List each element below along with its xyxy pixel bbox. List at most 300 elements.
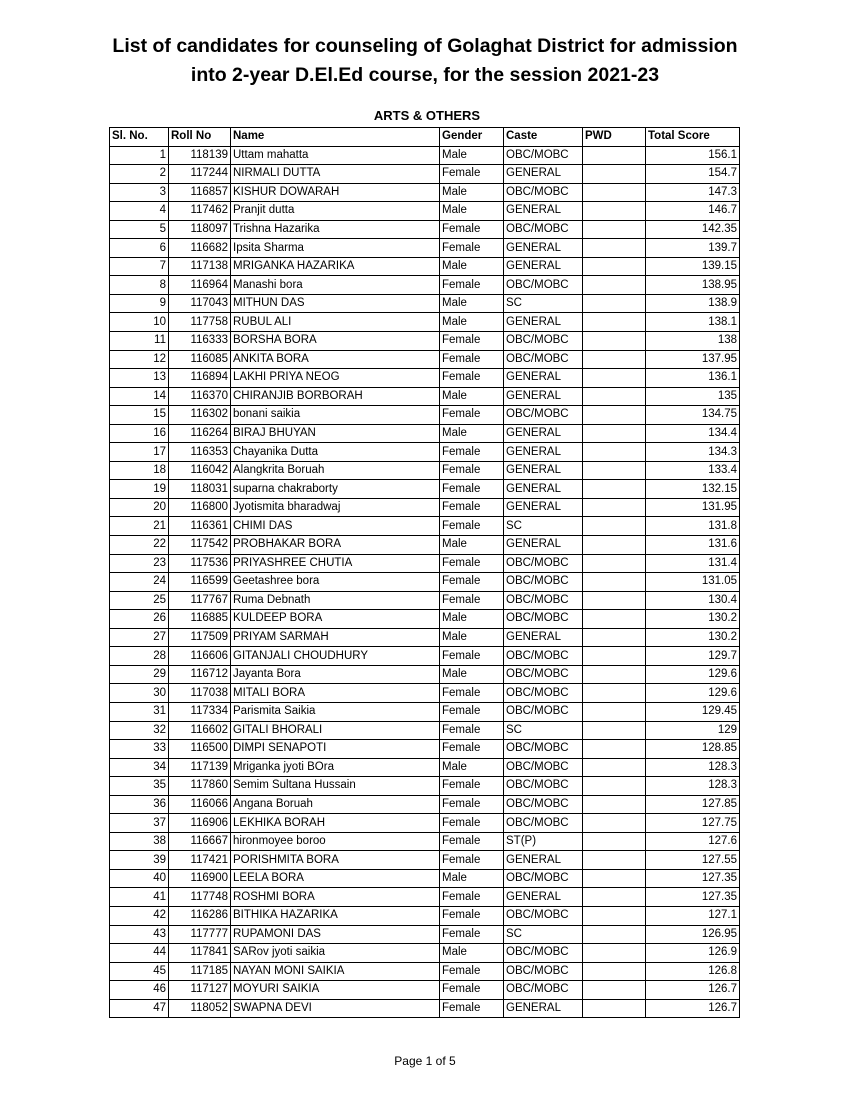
cell-name: Jayanta Bora <box>231 665 440 684</box>
cell-roll-no: 116667 <box>169 832 231 851</box>
cell-gender: Male <box>440 146 504 165</box>
table-row <box>110 647 740 666</box>
cell-pwd <box>583 461 646 480</box>
cell-gender: Female <box>440 740 504 759</box>
header-roll-no: Roll No <box>169 128 231 147</box>
table-row <box>110 944 740 963</box>
cell-caste: GENERAL <box>504 313 583 332</box>
cell-total-score: 127.85 <box>646 795 740 814</box>
cell-roll-no: 116800 <box>169 498 231 517</box>
cell-roll-no: 117185 <box>169 962 231 981</box>
cell-pwd <box>583 573 646 592</box>
cell-total-score: 138.95 <box>646 276 740 295</box>
cell-caste: OBC/MOBC <box>504 758 583 777</box>
cell-total-score: 138.9 <box>646 294 740 313</box>
cell-pwd <box>583 888 646 907</box>
cell-total-score: 127.55 <box>646 851 740 870</box>
cell-roll-no: 117509 <box>169 628 231 647</box>
cell-total-score: 127.35 <box>646 869 740 888</box>
table-row <box>110 498 740 517</box>
cell-pwd <box>583 610 646 629</box>
cell-gender: Male <box>440 424 504 443</box>
table-row <box>110 146 740 165</box>
cell-caste: OBC/MOBC <box>504 795 583 814</box>
table-row <box>110 536 740 555</box>
cell-name: PRIYAM SARMAH <box>231 628 440 647</box>
cell-pwd <box>583 536 646 555</box>
cell-total-score: 134.3 <box>646 443 740 462</box>
cell-total-score: 134.75 <box>646 406 740 425</box>
cell-gender: Male <box>440 758 504 777</box>
cell-total-score: 147.3 <box>646 183 740 202</box>
cell-gender: Female <box>440 814 504 833</box>
cell-caste: GENERAL <box>504 239 583 258</box>
cell-roll-no: 116042 <box>169 461 231 480</box>
header-total-score: Total Score <box>646 128 740 147</box>
table-row <box>110 313 740 332</box>
cell-roll-no: 117748 <box>169 888 231 907</box>
cell-pwd <box>583 795 646 814</box>
cell-caste: GENERAL <box>504 999 583 1018</box>
cell-sl-no: 9 <box>110 294 169 313</box>
table-body <box>110 146 740 1018</box>
cell-gender: Female <box>440 906 504 925</box>
cell-sl-no: 43 <box>110 925 169 944</box>
table-row <box>110 573 740 592</box>
cell-pwd <box>583 517 646 536</box>
table-row <box>110 443 740 462</box>
cell-gender: Female <box>440 517 504 536</box>
cell-gender: Female <box>440 777 504 796</box>
cell-total-score: 129.6 <box>646 684 740 703</box>
cell-pwd <box>583 925 646 944</box>
table-row <box>110 721 740 740</box>
cell-gender: Female <box>440 925 504 944</box>
cell-sl-no: 28 <box>110 647 169 666</box>
cell-name: Jyotismita bharadwaj <box>231 498 440 517</box>
cell-roll-no: 117462 <box>169 202 231 221</box>
cell-pwd <box>583 313 646 332</box>
cell-roll-no: 117043 <box>169 294 231 313</box>
cell-name: SWAPNA DEVI <box>231 999 440 1018</box>
cell-caste: OBC/MOBC <box>504 332 583 351</box>
cell-sl-no: 41 <box>110 888 169 907</box>
cell-roll-no: 116333 <box>169 332 231 351</box>
cell-caste: OBC/MOBC <box>504 591 583 610</box>
cell-caste: GENERAL <box>504 628 583 647</box>
cell-caste: OBC/MOBC <box>504 610 583 629</box>
cell-pwd <box>583 424 646 443</box>
cell-pwd <box>583 628 646 647</box>
cell-name: MITHUN DAS <box>231 294 440 313</box>
cell-roll-no: 116085 <box>169 350 231 369</box>
cell-name: NIRMALI DUTTA <box>231 165 440 184</box>
table-row <box>110 220 740 239</box>
cell-total-score: 136.1 <box>646 369 740 388</box>
cell-name: GITANJALI CHOUDHURY <box>231 647 440 666</box>
cell-name: PRIYASHREE CHUTIA <box>231 554 440 573</box>
cell-caste: GENERAL <box>504 424 583 443</box>
cell-caste: OBC/MOBC <box>504 981 583 1000</box>
cell-caste: GENERAL <box>504 387 583 406</box>
cell-pwd <box>583 257 646 276</box>
cell-pwd <box>583 869 646 888</box>
cell-name: Chayanika Dutta <box>231 443 440 462</box>
cell-pwd <box>583 944 646 963</box>
cell-name: Manashi bora <box>231 276 440 295</box>
cell-roll-no: 117334 <box>169 702 231 721</box>
cell-sl-no: 37 <box>110 814 169 833</box>
cell-roll-no: 117542 <box>169 536 231 555</box>
cell-roll-no: 116857 <box>169 183 231 202</box>
table-row <box>110 257 740 276</box>
cell-pwd <box>583 665 646 684</box>
cell-gender: Female <box>440 888 504 907</box>
header-gender: Gender <box>440 128 504 147</box>
cell-gender: Female <box>440 999 504 1018</box>
cell-total-score: 134.4 <box>646 424 740 443</box>
cell-name: Trishna Hazarika <box>231 220 440 239</box>
cell-gender: Female <box>440 647 504 666</box>
cell-total-score: 126.95 <box>646 925 740 944</box>
cell-caste: OBC/MOBC <box>504 814 583 833</box>
cell-pwd <box>583 851 646 870</box>
cell-gender: Female <box>440 832 504 851</box>
cell-caste: OBC/MOBC <box>504 906 583 925</box>
document-title-line-1: List of candidates for counseling of Golaghat District for admission <box>112 35 738 57</box>
cell-name: LEKHIKA BORAH <box>231 814 440 833</box>
cell-roll-no: 116370 <box>169 387 231 406</box>
cell-sl-no: 3 <box>110 183 169 202</box>
cell-roll-no: 117758 <box>169 313 231 332</box>
cell-roll-no: 118031 <box>169 480 231 499</box>
cell-name: Semim Sultana Hussain <box>231 777 440 796</box>
cell-caste: SC <box>504 517 583 536</box>
cell-pwd <box>583 443 646 462</box>
cell-gender: Female <box>440 591 504 610</box>
cell-gender: Female <box>440 573 504 592</box>
cell-roll-no: 117860 <box>169 777 231 796</box>
cell-caste: GENERAL <box>504 202 583 221</box>
cell-gender: Female <box>440 962 504 981</box>
cell-gender: Female <box>440 276 504 295</box>
cell-pwd <box>583 220 646 239</box>
cell-name: Parismita Saikia <box>231 702 440 721</box>
header-pwd: PWD <box>583 128 646 147</box>
cell-total-score: 126.8 <box>646 962 740 981</box>
cell-gender: Female <box>440 443 504 462</box>
cell-caste: OBC/MOBC <box>504 665 583 684</box>
cell-sl-no: 25 <box>110 591 169 610</box>
cell-pwd <box>583 146 646 165</box>
cell-total-score: 139.15 <box>646 257 740 276</box>
cell-sl-no: 21 <box>110 517 169 536</box>
cell-caste: OBC/MOBC <box>504 740 583 759</box>
cell-roll-no: 116885 <box>169 610 231 629</box>
cell-sl-no: 32 <box>110 721 169 740</box>
cell-roll-no: 116712 <box>169 665 231 684</box>
cell-caste: GENERAL <box>504 443 583 462</box>
header-caste: Caste <box>504 128 583 147</box>
cell-sl-no: 8 <box>110 276 169 295</box>
cell-sl-no: 20 <box>110 498 169 517</box>
cell-sl-no: 46 <box>110 981 169 1000</box>
cell-roll-no: 116066 <box>169 795 231 814</box>
table-row <box>110 406 740 425</box>
table-row <box>110 517 740 536</box>
cell-gender: Female <box>440 406 504 425</box>
cell-name: Alangkrita Boruah <box>231 461 440 480</box>
cell-pwd <box>583 981 646 1000</box>
cell-name: ANKITA BORA <box>231 350 440 369</box>
cell-total-score: 146.7 <box>646 202 740 221</box>
cell-roll-no: 117127 <box>169 981 231 1000</box>
cell-pwd <box>583 906 646 925</box>
cell-gender: Female <box>440 702 504 721</box>
cell-sl-no: 29 <box>110 665 169 684</box>
table-row <box>110 610 740 629</box>
cell-sl-no: 42 <box>110 906 169 925</box>
cell-name: MITALI BORA <box>231 684 440 703</box>
cell-roll-no: 116602 <box>169 721 231 740</box>
table-row <box>110 165 740 184</box>
cell-roll-no: 117244 <box>169 165 231 184</box>
cell-name: BITHIKA HAZARIKA <box>231 906 440 925</box>
cell-name: hironmoyee boroo <box>231 832 440 851</box>
cell-roll-no: 116286 <box>169 906 231 925</box>
table-row <box>110 480 740 499</box>
table-row <box>110 777 740 796</box>
cell-sl-no: 26 <box>110 610 169 629</box>
cell-name: suparna chakraborty <box>231 480 440 499</box>
cell-gender: Female <box>440 461 504 480</box>
cell-roll-no: 117038 <box>169 684 231 703</box>
cell-caste: SC <box>504 925 583 944</box>
cell-total-score: 131.8 <box>646 517 740 536</box>
table-row <box>110 981 740 1000</box>
cell-roll-no: 116906 <box>169 814 231 833</box>
cell-gender: Female <box>440 795 504 814</box>
cell-total-score: 131.4 <box>646 554 740 573</box>
cell-total-score: 131.6 <box>646 536 740 555</box>
cell-total-score: 127.1 <box>646 906 740 925</box>
cell-sl-no: 45 <box>110 962 169 981</box>
cell-total-score: 135 <box>646 387 740 406</box>
cell-pwd <box>583 276 646 295</box>
cell-caste: GENERAL <box>504 536 583 555</box>
cell-gender: Female <box>440 480 504 499</box>
cell-caste: OBC/MOBC <box>504 350 583 369</box>
table-row <box>110 869 740 888</box>
header-sl-no: Sl. No. <box>110 128 169 147</box>
cell-sl-no: 30 <box>110 684 169 703</box>
cell-total-score: 127.6 <box>646 832 740 851</box>
cell-total-score: 138.1 <box>646 313 740 332</box>
cell-pwd <box>583 721 646 740</box>
cell-pwd <box>583 406 646 425</box>
cell-roll-no: 116894 <box>169 369 231 388</box>
cell-caste: OBC/MOBC <box>504 702 583 721</box>
table-row <box>110 387 740 406</box>
cell-caste: GENERAL <box>504 257 583 276</box>
table-row <box>110 424 740 443</box>
cell-total-score: 137.95 <box>646 350 740 369</box>
cell-name: Geetashree bora <box>231 573 440 592</box>
cell-total-score: 126.7 <box>646 981 740 1000</box>
cell-roll-no: 117536 <box>169 554 231 573</box>
table-row <box>110 239 740 258</box>
cell-name: Angana Boruah <box>231 795 440 814</box>
page-number: Page 1 of 5 <box>394 1054 456 1068</box>
cell-total-score: 129.7 <box>646 647 740 666</box>
cell-sl-no: 33 <box>110 740 169 759</box>
cell-sl-no: 12 <box>110 350 169 369</box>
cell-pwd <box>583 702 646 721</box>
cell-pwd <box>583 591 646 610</box>
cell-gender: Female <box>440 350 504 369</box>
table-row <box>110 202 740 221</box>
cell-caste: OBC/MOBC <box>504 406 583 425</box>
cell-caste: GENERAL <box>504 480 583 499</box>
table-row <box>110 369 740 388</box>
cell-total-score: 129.6 <box>646 665 740 684</box>
cell-name: CHIMI DAS <box>231 517 440 536</box>
table-row <box>110 888 740 907</box>
cell-name: CHIRANJIB BORBORAH <box>231 387 440 406</box>
cell-caste: OBC/MOBC <box>504 869 583 888</box>
cell-sl-no: 15 <box>110 406 169 425</box>
cell-caste: OBC/MOBC <box>504 777 583 796</box>
cell-name: Ruma Debnath <box>231 591 440 610</box>
table-row <box>110 999 740 1018</box>
cell-roll-no: 117139 <box>169 758 231 777</box>
cell-pwd <box>583 740 646 759</box>
cell-sl-no: 34 <box>110 758 169 777</box>
table-row <box>110 628 740 647</box>
cell-name: GITALI BHORALI <box>231 721 440 740</box>
cell-sl-no: 2 <box>110 165 169 184</box>
cell-gender: Male <box>440 628 504 647</box>
cell-name: NAYAN MONI SAIKIA <box>231 962 440 981</box>
candidates-table <box>109 127 740 1018</box>
cell-sl-no: 31 <box>110 702 169 721</box>
table-row <box>110 461 740 480</box>
cell-sl-no: 44 <box>110 944 169 963</box>
cell-caste: OBC/MOBC <box>504 573 583 592</box>
cell-sl-no: 14 <box>110 387 169 406</box>
cell-roll-no: 118052 <box>169 999 231 1018</box>
cell-total-score: 132.15 <box>646 480 740 499</box>
cell-sl-no: 23 <box>110 554 169 573</box>
table-row <box>110 276 740 295</box>
cell-pwd <box>583 202 646 221</box>
cell-gender: Male <box>440 183 504 202</box>
cell-caste: SC <box>504 721 583 740</box>
cell-name: BIRAJ BHUYAN <box>231 424 440 443</box>
cell-sl-no: 39 <box>110 851 169 870</box>
cell-total-score: 128.3 <box>646 758 740 777</box>
cell-roll-no: 117138 <box>169 257 231 276</box>
table-row <box>110 962 740 981</box>
cell-gender: Female <box>440 165 504 184</box>
cell-caste: OBC/MOBC <box>504 554 583 573</box>
cell-name: KISHUR DOWARAH <box>231 183 440 202</box>
cell-pwd <box>583 350 646 369</box>
cell-sl-no: 10 <box>110 313 169 332</box>
table-row <box>110 665 740 684</box>
cell-caste: OBC/MOBC <box>504 276 583 295</box>
cell-roll-no: 116964 <box>169 276 231 295</box>
cell-total-score: 131.95 <box>646 498 740 517</box>
cell-pwd <box>583 480 646 499</box>
cell-name: Mriganka jyoti BOra <box>231 758 440 777</box>
cell-sl-no: 22 <box>110 536 169 555</box>
section-heading: ARTS & OTHERS <box>373 108 481 123</box>
cell-caste: SC <box>504 294 583 313</box>
cell-pwd <box>583 332 646 351</box>
cell-caste: OBC/MOBC <box>504 146 583 165</box>
table-row <box>110 906 740 925</box>
cell-sl-no: 38 <box>110 832 169 851</box>
cell-caste: OBC/MOBC <box>504 962 583 981</box>
cell-caste: ST(P) <box>504 832 583 851</box>
cell-sl-no: 24 <box>110 573 169 592</box>
cell-pwd <box>583 647 646 666</box>
cell-pwd <box>583 554 646 573</box>
cell-gender: Female <box>440 239 504 258</box>
cell-roll-no: 118097 <box>169 220 231 239</box>
cell-caste: GENERAL <box>504 461 583 480</box>
cell-gender: Male <box>440 202 504 221</box>
cell-total-score: 130.2 <box>646 610 740 629</box>
table-header-row <box>110 128 740 147</box>
cell-pwd <box>583 832 646 851</box>
cell-sl-no: 5 <box>110 220 169 239</box>
cell-gender: Male <box>440 665 504 684</box>
cell-pwd <box>583 294 646 313</box>
cell-caste: OBC/MOBC <box>504 220 583 239</box>
cell-gender: Female <box>440 554 504 573</box>
cell-gender: Male <box>440 313 504 332</box>
cell-name: bonani saikia <box>231 406 440 425</box>
cell-gender: Male <box>440 944 504 963</box>
table-row <box>110 350 740 369</box>
cell-gender: Male <box>440 257 504 276</box>
cell-total-score: 131.05 <box>646 573 740 592</box>
cell-gender: Female <box>440 332 504 351</box>
cell-caste: GENERAL <box>504 888 583 907</box>
cell-gender: Female <box>440 369 504 388</box>
cell-name: RUBUL ALI <box>231 313 440 332</box>
cell-pwd <box>583 999 646 1018</box>
cell-caste: GENERAL <box>504 165 583 184</box>
cell-total-score: 133.4 <box>646 461 740 480</box>
cell-pwd <box>583 684 646 703</box>
table-row <box>110 554 740 573</box>
table-row <box>110 925 740 944</box>
cell-total-score: 128.3 <box>646 777 740 796</box>
cell-name: DIMPI SENAPOTI <box>231 740 440 759</box>
cell-name: Uttam mahatta <box>231 146 440 165</box>
cell-name: SARov jyoti saikia <box>231 944 440 963</box>
cell-roll-no: 116302 <box>169 406 231 425</box>
cell-roll-no: 116500 <box>169 740 231 759</box>
cell-name: LAKHI PRIYA NEOG <box>231 369 440 388</box>
cell-name: Ipsita Sharma <box>231 239 440 258</box>
cell-total-score: 139.7 <box>646 239 740 258</box>
cell-sl-no: 11 <box>110 332 169 351</box>
table-row <box>110 702 740 721</box>
